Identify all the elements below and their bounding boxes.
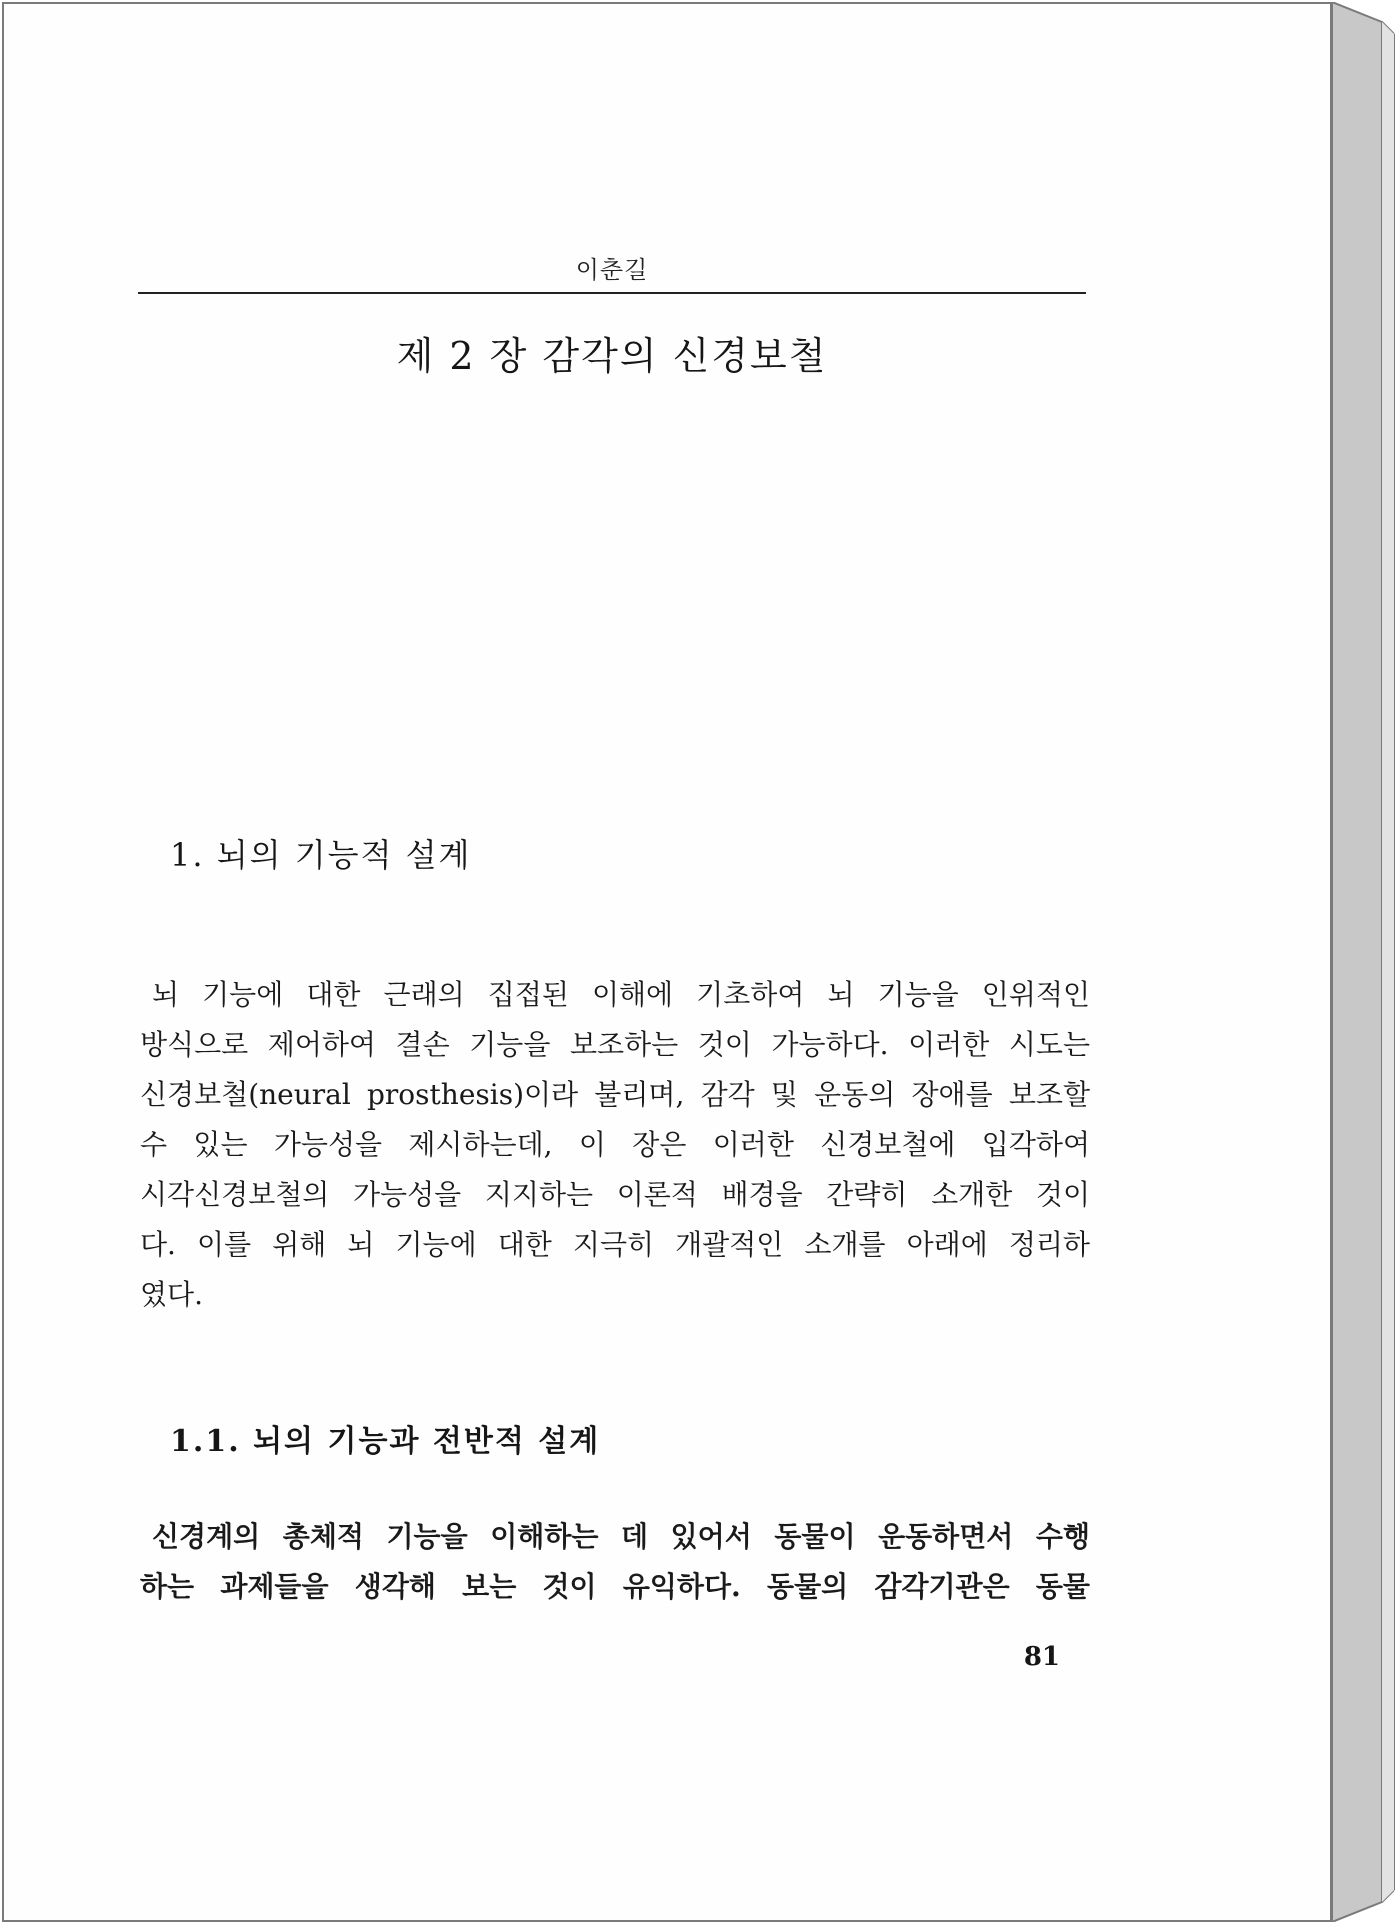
page-content bbox=[4, 4, 1334, 1924]
text-line: 방식으로 제어하여 결손 기능을 보조하는 것이 가능하다. 이러한 시도는 bbox=[140, 1028, 1090, 1061]
book-page bbox=[2, 2, 1332, 1922]
text-line: 수 있는 가능성을 제시하는데, 이 장은 이러한 신경보철에 입각하여 bbox=[140, 1128, 1090, 1161]
text-line: 하는 과제들을 생각해 보는 것이 유익하다. 동물의 감각기관은 동물 bbox=[140, 1570, 1090, 1603]
text-line: 신경계의 총체적 기능을 이해하는 데 있어서 동물이 운동하면서 수행 bbox=[152, 1520, 1090, 1553]
page-stack-edge bbox=[1332, 2, 1396, 1922]
paragraph-intro bbox=[140, 970, 1090, 1320]
paragraph-body bbox=[140, 1512, 1090, 1612]
header-rule bbox=[138, 292, 1086, 294]
text-line: 다. 이를 위해 뇌 기능에 대한 지극히 개괄적인 소개를 아래에 정리하 bbox=[140, 1228, 1090, 1261]
text-line: 시각신경보철의 가능성을 지지하는 이론적 배경을 간략히 소개한 것이 bbox=[140, 1178, 1090, 1211]
text-line: 신경보철(neural prosthesis)이라 불리며, 감각 및 운동의 장애를 보조할 bbox=[140, 1078, 1090, 1111]
running-head-author: 이춘길 bbox=[575, 256, 649, 284]
section-heading: 1. 뇌의 기능적 설계 bbox=[170, 836, 472, 874]
text-line: 였다. bbox=[140, 1278, 203, 1311]
text-line: 뇌 기능에 대한 근래의 집접된 이해에 기초하여 뇌 기능을 인위적인 bbox=[152, 978, 1090, 1011]
subsection-heading: 1.1. 뇌의 기능과 전반적 설계 bbox=[170, 1424, 601, 1459]
chapter-title: 제 2 장 감각의 신경보철 bbox=[396, 334, 828, 379]
page-number: 81 bbox=[1023, 1642, 1060, 1672]
